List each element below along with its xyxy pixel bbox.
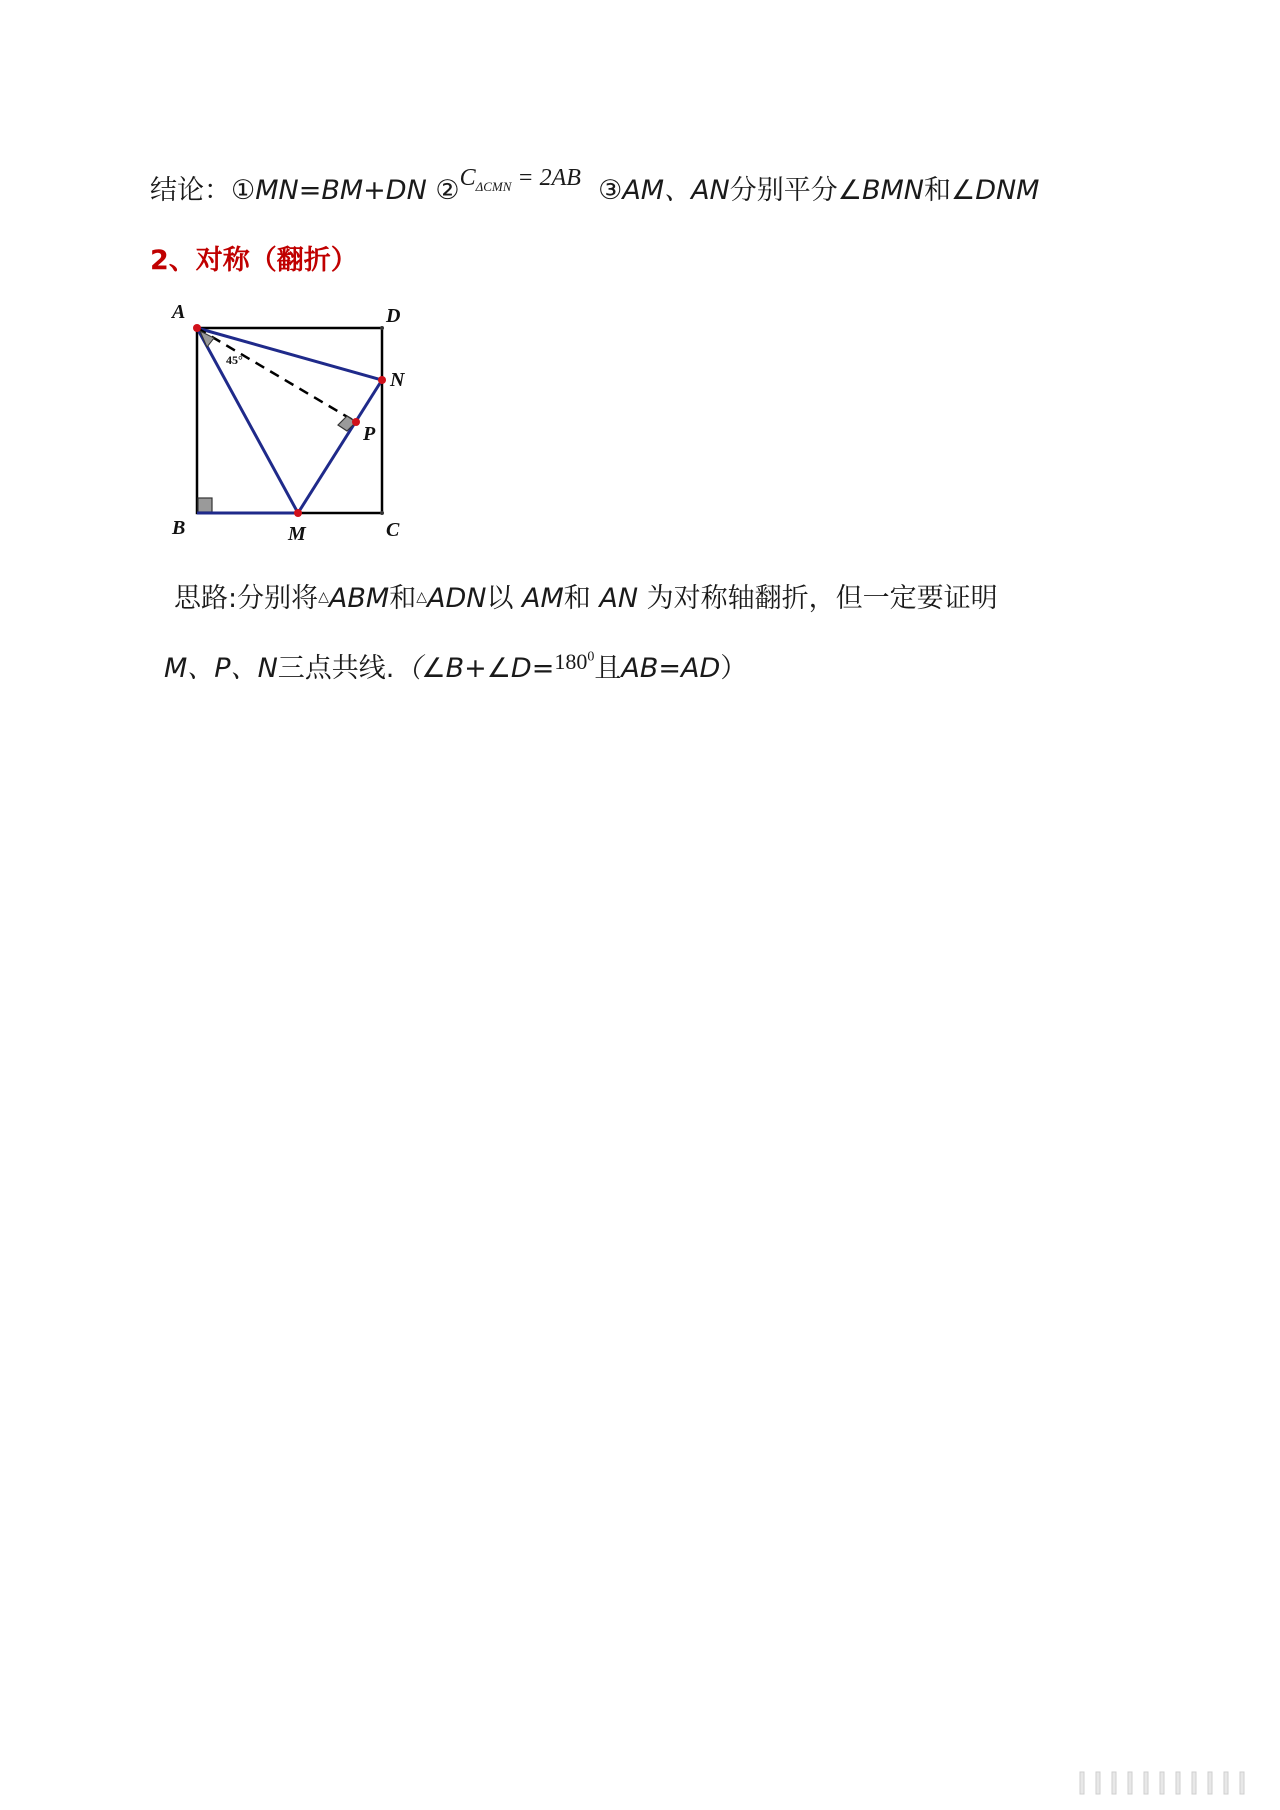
- segment-am: [197, 328, 298, 513]
- point-a: [193, 324, 201, 332]
- label-p: P: [363, 423, 376, 445]
- point-p: [352, 418, 360, 426]
- conclusion-item-3-lines: AM、AN: [622, 175, 730, 206]
- point-d: [380, 326, 384, 330]
- point-n: [378, 376, 386, 384]
- label-n: N: [390, 369, 405, 391]
- label-a: A: [172, 301, 186, 323]
- degree-value: 1800: [554, 649, 595, 674]
- label-d: D: [386, 305, 401, 327]
- segment-mn: [298, 380, 382, 513]
- perimeter-formula: $C_{\Delta CMN} = 2AB$: [459, 165, 581, 194]
- page-edge-marks: [1072, 1768, 1272, 1798]
- triangle-symbol: △: [416, 589, 427, 605]
- segment-an: [197, 328, 382, 380]
- idea-line-1: 思路:分别将△ABM和△ADN以 AM和 AN 为对称轴翻折，但一定要证明: [174, 583, 998, 614]
- angle-label-45: 45°: [226, 353, 243, 367]
- idea-line-2: M、P、N三点共线.（∠B+∠D=$^{180^0}$且AB=AD）: [164, 649, 748, 684]
- point-c: [380, 511, 384, 515]
- angle-dnm: ∠DNM: [950, 175, 1040, 206]
- label-b: B: [172, 517, 186, 539]
- section-heading: 2、对称（翻折）: [150, 245, 358, 276]
- triangle-symbol: △: [318, 589, 329, 605]
- angle-bmn: ∠BMN: [837, 175, 924, 206]
- conclusion-item-1: MN=BM+DN: [255, 175, 427, 206]
- circled-one: ①: [231, 175, 256, 206]
- circled-three: ③: [598, 175, 623, 206]
- label-m: M: [288, 523, 306, 545]
- perimeter-subscript: ΔCMN: [475, 178, 512, 194]
- geometry-diagram: [160, 298, 420, 558]
- right-angle-mark-b: [198, 498, 212, 512]
- segment-ap-dashed: [197, 328, 356, 422]
- point-m: [294, 509, 302, 517]
- circled-two: ②: [435, 175, 460, 206]
- conclusion-line: 结论：①MN=BM+DN $②C_{\Delta CMN} = 2AB$ ③AM、AN分别平分∠BMN和∠DNM: [150, 165, 1040, 206]
- conclusion-label: 结论：: [150, 175, 231, 206]
- label-c: C: [386, 519, 400, 541]
